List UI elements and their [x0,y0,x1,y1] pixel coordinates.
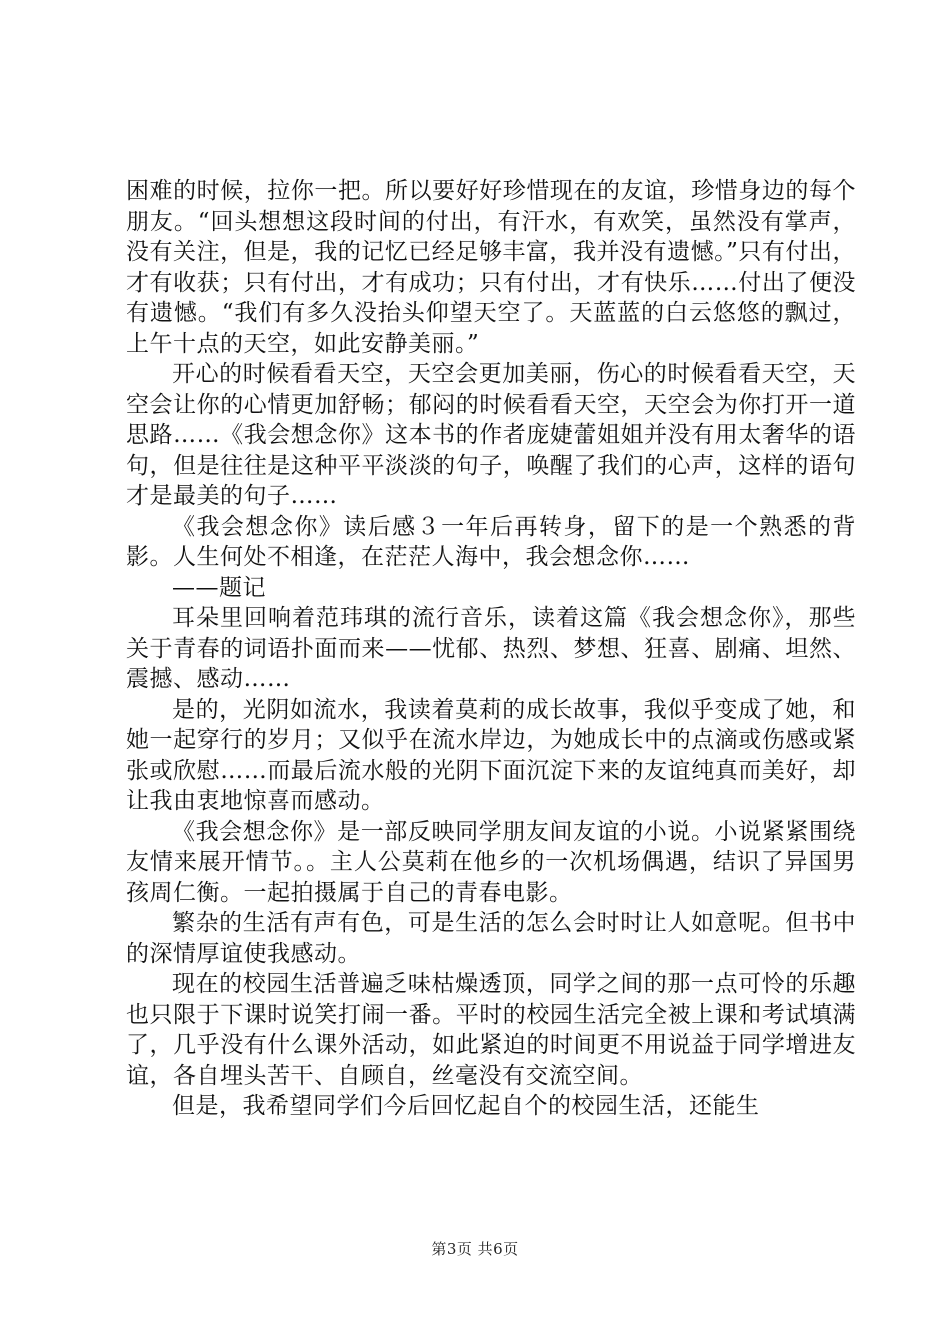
paragraph-9: 但是，我希望同学们今后回忆起自个的校园生活，还能生 [172,1093,760,1119]
paragraph-1: 困难的时候，拉你一把。所以要好好珍惜现在的友谊，珍惜身边的每个朋友。“回头想想这段时间的付出，有汗水，有欢笑，虽然没有掌声，没有关注，但是，我的记忆已经足够丰富，我并没有遗憾。”只有付出，才有收获；只有付出，才有成功；只有付出，才有快乐……付出了便没有遗憾。“我们有多久没抬头仰望天空了。天蓝蓝的白云悠悠的飘过，上午十点的天空，如此安静美丽。” [126,178,856,357]
paragraph-4: 耳朵里回响着范玮琪的流行音乐，读着这篇《我会想念你》，那些关于青春的词语扑面而来——忧郁、热烈、梦想、狂喜、剧痛、坦然、震撼、感动…… [126,605,856,692]
page-footer: 第3页 共6页 [431,1240,519,1258]
paragraph-2: 开心的时候看看天空，天空会更加美丽，伤心的时候看看天空，天空会让你的心情更加舒畅；郁闷的时候看看天空，天空会为你打开一道思路……《我会想念你》这本书的作者庞婕蕾姐姐并没有用太奢华的语句，但是往往是这种平平淡淡的句子，唤醒了我们的心声，这样的语句才是最美的句子…… [126,361,856,509]
document-body [126,176,856,1122]
paragraph-6: 《我会想念你》是一部反映同学朋友间友谊的小说。小说紧紧围绕友情来展开情节。。主人公莫莉在他乡的一次机场偶遇，结识了异国男孩周仁衡。一起拍摄属于自己的青春电影。 [126,818,856,906]
paragraph-7: 繁杂的生活有声有色，可是生活的怎么会时时让人如意呢。但书中的深情厚谊使我感动。 [126,910,856,967]
paragraph-5: 是的，光阴如流水，我读着莫莉的成长故事，我似乎变成了她，和她一起穿行的岁月；又似乎在流水岸边，为她成长中的点滴或伤感或紧张或欣慰……而最后流水般的光阴下面沉淀下来的友谊纯真而美好，却让我由衷地惊喜而感动。 [126,696,856,814]
paragraph-3: 《我会想念你》读后感３一年后再转身，留下的是一个熟悉的背影。人生何处不相逢，在茫茫人海中，我会想念你…… [126,513,856,570]
paragraph-8: 现在的校园生活普遍乏味枯燥透顶，同学之间的那一点可怜的乐趣也只限于下课时说笑打闹一番。平时的校园生活完全被上课和考试填满了，几乎没有什么课外活动，如此紧迫的时间更不用说益于同学增进友谊，各自埋头苦干、自顾自，丝毫没有交流空间。 [126,971,856,1089]
epigraph-signature: ——题记 [172,574,266,601]
